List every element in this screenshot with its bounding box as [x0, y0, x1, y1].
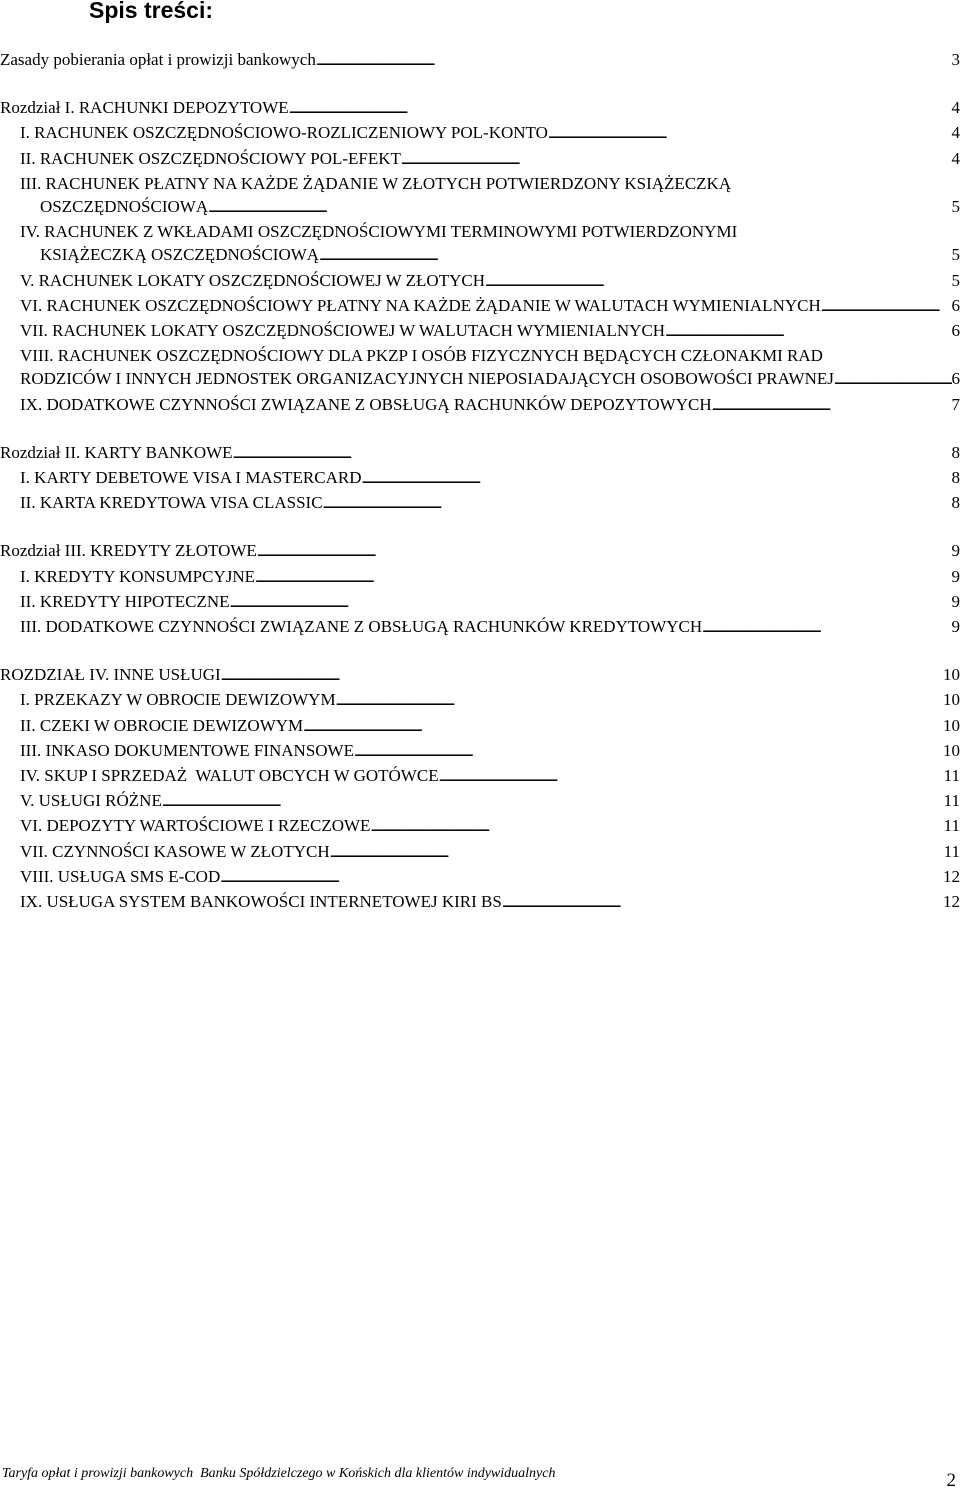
toc-entry-page: 9: [952, 539, 960, 562]
toc-entry-label: KSIĄŻECZKĄ OSZCZĘDNOŚCIOWĄ: [40, 243, 319, 266]
toc-entry-label: RODZICÓW I INNYCH JEDNOSTEK ORGANIZACYJNYCH NIEPOSIADAJĄCYCH OSOBOWOŚCI PRAWNEJ: [20, 367, 834, 390]
page-title: Spis treści:: [89, 0, 213, 24]
toc-entry-page: 10: [943, 663, 960, 686]
toc-entry-label: Rozdział III. KREDYTY ZŁOTOWE: [0, 539, 257, 562]
toc-entry-page: 6: [952, 294, 960, 317]
toc-entry[interactable]: [0, 840, 960, 865]
toc-entry-page: 4: [952, 96, 960, 119]
toc-entry-page: 3: [952, 48, 960, 71]
toc-entry-page: 4: [952, 121, 960, 144]
toc-entry-label: II. KARTA KREDYTOWA VISA CLASSIC: [20, 491, 323, 514]
toc-entry-page: 11: [944, 764, 960, 787]
toc-entry-page: 10: [943, 714, 960, 737]
dot-leader: [485, 269, 952, 294]
toc-entry[interactable]: [0, 393, 960, 418]
toc-entry-label: Rozdział I. RACHUNKI DEPOZYTOWE: [0, 96, 289, 119]
toc-entry-page: 5: [952, 195, 960, 218]
toc-entry[interactable]: [0, 739, 960, 764]
toc-entry[interactable]: [0, 789, 960, 814]
page-footer: [2, 1466, 958, 1482]
dot-leader: [303, 714, 943, 739]
table-of-contents: [0, 48, 960, 915]
dot-leader: [208, 195, 951, 220]
toc-entry-page: 9: [952, 565, 960, 588]
toc-entry-label: VI. RACHUNEK OSZCZĘDNOŚCIOWY PŁATNY NA KAŻDE ŻĄDANIE W WALUTACH WYMIENIALNYCH: [20, 294, 821, 317]
toc-entry-label: III. INKASO DOKUMENTOWE FINANSOWE: [20, 739, 354, 762]
toc-entry-label: Zasady pobierania opłat i prowizji bankowych: [0, 48, 316, 71]
dot-leader: [330, 840, 944, 865]
toc-entry-page: 12: [943, 865, 960, 888]
toc-entry-label: II. KREDYTY HIPOTECZNE: [20, 590, 229, 613]
toc-entry-page: 5: [952, 243, 960, 266]
toc-entry-page: 5: [952, 269, 960, 292]
toc-entry-intro[interactable]: [0, 48, 960, 73]
toc-entry[interactable]: [0, 565, 960, 590]
toc-entry-page: 9: [952, 590, 960, 613]
toc-entry[interactable]: [0, 590, 960, 615]
toc-entry[interactable]: [0, 220, 960, 268]
toc-chapter-1[interactable]: [0, 96, 960, 121]
toc-entry-page: 6: [952, 319, 960, 342]
toc-entry[interactable]: [0, 319, 960, 344]
toc-chapter-3[interactable]: [0, 539, 960, 564]
toc-entry-label-line: IV. RACHUNEK Z WKŁADAMI OSZCZĘDNOŚCIOWYMI TERMINOWYMI POTWIERDZONYMI: [20, 220, 960, 243]
toc-entry-label: VII. CZYNNOŚCI KASOWE W ZŁOTYCH: [20, 840, 330, 863]
dot-leader: [712, 393, 952, 418]
toc-entry-page: 10: [943, 739, 960, 762]
dot-leader: [821, 294, 952, 319]
toc-entry[interactable]: [0, 764, 960, 789]
dot-leader: [162, 789, 944, 814]
toc-entry-label: VII. RACHUNEK LOKATY OSZCZĘDNOŚCIOWEJ W WALUTACH WYMIENIALNYCH: [20, 319, 665, 342]
toc-entry-label: Rozdział II. KARTY BANKOWE: [0, 441, 233, 464]
toc-entry-label: V. USŁUGI RÓŻNE: [20, 789, 162, 812]
toc-entry[interactable]: [0, 344, 960, 392]
toc-entry-page: 8: [952, 466, 960, 489]
dot-leader: [319, 243, 951, 268]
toc-entry[interactable]: [0, 491, 960, 516]
toc-entry[interactable]: [0, 714, 960, 739]
toc-entry-label: I. KREDYTY KONSUMPCYJNE: [20, 565, 255, 588]
toc-entry-label: IX. DODATKOWE CZYNNOŚCI ZWIĄZANE Z OBSŁUGĄ RACHUNKÓW DEPOZYTOWYCH: [20, 393, 712, 416]
dot-leader: [665, 319, 951, 344]
toc-entry-label: III. DODATKOWE CZYNNOŚCI ZWIĄZANE Z OBSŁUGĄ RACHUNKÓW KREDYTOWYCH: [20, 615, 702, 638]
toc-entry-label: II. CZEKI W OBROCIE DEWIZOWYM: [20, 714, 303, 737]
toc-entry[interactable]: [0, 172, 960, 220]
toc-entry-label: IV. SKUP I SPRZEDAŻ WALUT OBCYCH W GOTÓWCE: [20, 764, 439, 787]
toc-entry-page: 11: [944, 789, 960, 812]
toc-entry-page: 10: [943, 688, 960, 711]
dot-leader: [289, 96, 952, 121]
toc-entry-label: ROZDZIAŁ IV. INNE USŁUGI: [0, 663, 221, 686]
toc-entry-page: 11: [944, 840, 960, 863]
toc-entry-label: V. RACHUNEK LOKATY OSZCZĘDNOŚCIOWEJ W ZŁOTYCH: [20, 269, 485, 292]
toc-entry-label-line: III. RACHUNEK PŁATNY NA KAŻDE ŻĄDANIE W ZŁOTYCH POTWIERDZONY KSIĄŻECZKĄ: [20, 172, 960, 195]
dot-leader: [502, 890, 943, 915]
toc-entry-page: 8: [952, 441, 960, 464]
toc-entry[interactable]: [0, 814, 960, 839]
dot-leader: [439, 764, 944, 789]
toc-entry[interactable]: [0, 269, 960, 294]
toc-entry[interactable]: [0, 121, 960, 146]
dot-leader: [336, 688, 943, 713]
dot-leader: [257, 539, 952, 564]
toc-entry[interactable]: [0, 147, 960, 172]
dot-leader: [834, 367, 952, 392]
dot-leader: [323, 491, 952, 516]
dot-leader: [221, 663, 943, 688]
dot-leader: [401, 147, 952, 172]
dot-leader: [233, 441, 952, 466]
toc-entry-label: VI. DEPOZYTY WARTOŚCIOWE I RZECZOWE: [20, 814, 370, 837]
toc-entry-label: VIII. USŁUGA SMS E-COD: [20, 865, 220, 888]
toc-entry-page: 4: [952, 147, 960, 170]
toc-entry-label: I. KARTY DEBETOWE VISA I MASTERCARD: [20, 466, 362, 489]
dot-leader: [702, 615, 951, 640]
toc-entry[interactable]: [0, 688, 960, 713]
dot-leader: [370, 814, 943, 839]
page-number: 2: [947, 1470, 957, 1492]
toc-chapter-4[interactable]: [0, 663, 960, 688]
toc-entry-label-line: VIII. RACHUNEK OSZCZĘDNOŚCIOWY DLA PKZP I OSÓB FIZYCZNYCH BĘDĄCYCH CZŁONAKMI RAD: [20, 344, 960, 367]
toc-entry[interactable]: [0, 865, 960, 890]
toc-entry-label: I. PRZEKAZY W OBROCIE DEWIZOWYM: [20, 688, 336, 711]
toc-entry-label: OSZCZĘDNOŚCIOWĄ: [40, 195, 208, 218]
toc-entry-page: 7: [952, 393, 960, 416]
toc-entry-label: II. RACHUNEK OSZCZĘDNOŚCIOWY POL-EFEKT: [20, 147, 401, 170]
toc-entry-label: I. RACHUNEK OSZCZĘDNOŚCIOWO-ROZLICZENIOWY POL-KONTO: [20, 121, 548, 144]
toc-entry-page: 12: [943, 890, 960, 913]
toc-entry-page: 11: [944, 814, 960, 837]
dot-leader: [220, 865, 943, 890]
toc-entry[interactable]: [0, 890, 960, 915]
dot-leader: [354, 739, 943, 764]
footer-text: Taryfa opłat i prowizji bankowych Banku Spółdzielczego w Końskich dla klientów indywidualnych: [2, 1466, 555, 1481]
dot-leader: [255, 565, 951, 590]
toc-entry-page: 8: [952, 491, 960, 514]
toc-entry-label: IX. USŁUGA SYSTEM BANKOWOŚCI INTERNETOWEJ KIRI BS: [20, 890, 502, 913]
toc-entry-page: 6: [952, 367, 960, 390]
toc-entry[interactable]: [0, 466, 960, 491]
dot-leader: [316, 48, 952, 73]
toc-chapter-2[interactable]: [0, 441, 960, 466]
toc-entry[interactable]: [0, 294, 960, 319]
dot-leader: [548, 121, 952, 146]
toc-entry[interactable]: [0, 615, 960, 640]
dot-leader: [362, 466, 952, 491]
toc-entry-page: 9: [952, 615, 960, 638]
dot-leader: [229, 590, 951, 615]
